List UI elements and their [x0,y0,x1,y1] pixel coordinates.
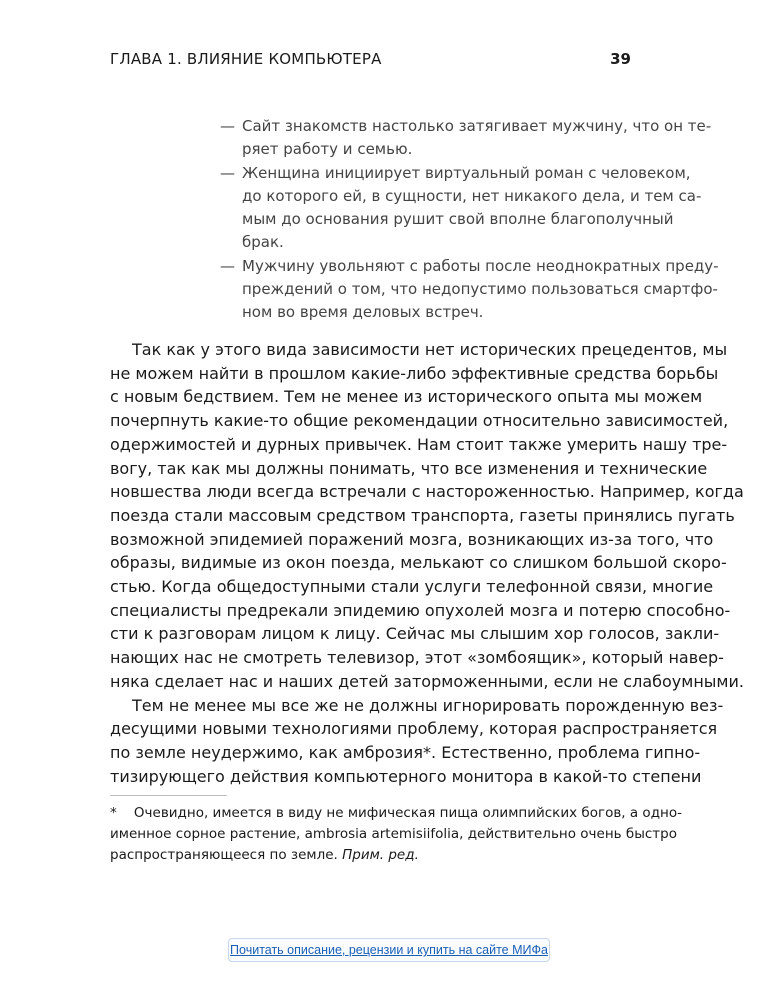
quote-line: преждений о том, что недопустимо пользоваться смартфо- [242,280,718,299]
text-line: специалисты предрекали эпидемию опухолей мозга и потерю способно- [110,600,731,620]
quote-dash: — [220,117,235,135]
quote-line: ном во время деловых встреч. [242,303,484,322]
text-line: стью. Когда общедоступными стали услуги телефонной связи, многие [110,577,714,597]
text-line: тизирующего действия компьютерного монитора в какой-то степени [110,766,702,786]
quote-dash: — [220,163,235,182]
quote-line: Женщина инициирует виртуальный роман с человеком, [242,163,691,182]
text-line: Тем не менее мы все же не должны игнорировать порожденную вез- [132,695,724,715]
body-text [110,338,744,788]
page-header [110,50,631,72]
footnote-line [110,845,640,866]
text-line: образы, видимые из окон поезда, мелькают со слишком большой скоро- [110,553,727,573]
footnote-text: распространяющееся по земле. [110,847,343,863]
buy-link-box[interactable] [228,938,550,962]
quote-line: ряет работу и семью. [242,140,413,159]
page-number: 39 [610,50,631,68]
quote-item [220,115,712,162]
quote-line: мым до основания рушит свой вполне благополучный [242,210,674,229]
footnote-marker: * [110,805,117,821]
editor-note: Прим. ред. [342,847,419,863]
footnote-divider [110,795,227,796]
footnote-text: Очевидно, имеется в виду не мифическая пища олимпийских богов, а одно- [133,805,682,821]
text-line: одержимостей и дурных привычек. Нам стоит также умерить нашу тре- [110,434,728,454]
text-line: вогу, так как мы должны понимать, что все изменения и технические [110,458,708,478]
quote-line: брак. [242,233,284,252]
text-line: няка сделает нас и наших детей заторможенными, если не слабоумными. [110,671,744,691]
text-line: с новым бедствием. Тем не менее из исторического опыта мы можем [110,387,703,407]
buy-link[interactable]: Почитать описание, рецензии и купить на сайте МИФа [230,943,548,957]
text-line: Так как у этого вида зависимости нет исторических прецедентов, мы [132,340,728,359]
quote-line: до которого ей, в сущности, нет никакого дела, и тем са- [242,186,702,205]
text-line: возможной эпидемией поражений мозга, возникающих из-за того, что [110,529,714,549]
text-line: поезда стали массовым средством транспорта, газеты принялись пугать [110,505,735,525]
quote-line: Мужчину увольняют с работы после неоднократных преду- [242,256,719,275]
chapter-title: ГЛАВА 1. ВЛИЯНИЕ КОМПЬЮТЕРА [110,50,382,68]
paragraph [110,338,744,694]
paragraph [110,694,724,789]
quote-list [220,115,719,325]
text-line: почерпнуть какие-то общие рекомендации относительно зависимостей, [110,411,729,431]
quote-line: Сайт знакомств настолько затягивает мужчину, что он те- [242,117,712,135]
quote-item [220,255,719,325]
quote-item [220,162,702,255]
text-line: нающих нас не смотреть телевизор, этот «зомбоящик», который навер- [110,648,724,668]
text-line: новшества люди всегда встречали с настороженностью. Например, когда [110,482,744,502]
footnote [110,803,682,866]
quote-dash: — [220,256,235,275]
text-line: не можем найти в прошлом какие-либо эффективные средства борьбы [110,363,719,383]
footnote-line: именное сорное растение, ambrosia artemisiifolia, действительно очень быстро [110,826,677,842]
footnote-line [110,803,682,824]
text-line: по земле неудержимо, как амброзия*. Естественно, проблема гипно- [110,742,701,762]
text-line: десущими новыми технологиями проблему, которая распространяется [110,719,718,739]
text-line: сти к разговорам лицом к лицу. Сейчас мы слышим хор голосов, закли- [110,624,720,644]
